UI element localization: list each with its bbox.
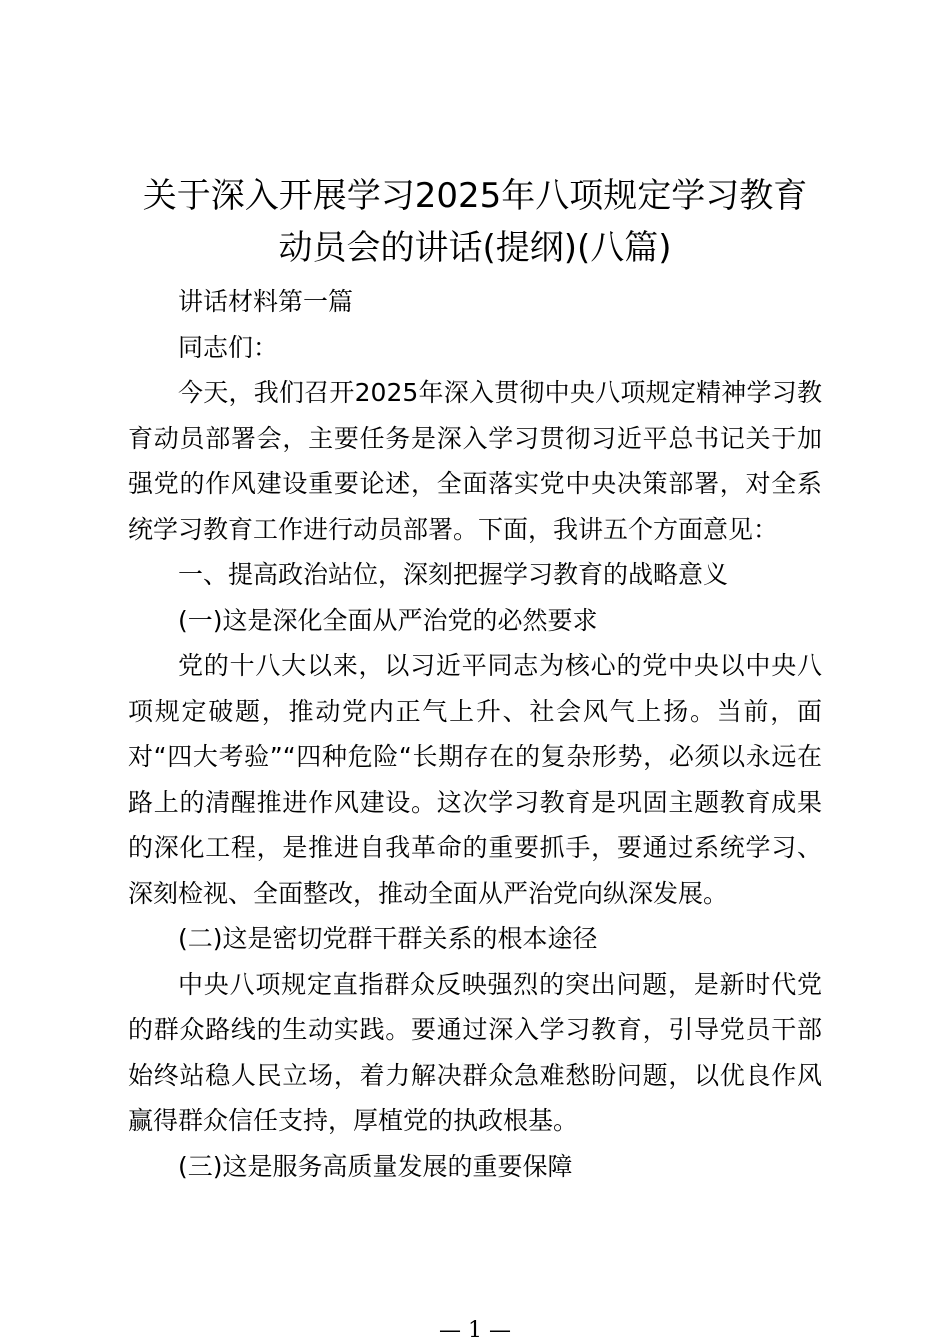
heading-level-2-first: (一)这是深化全面从严治党的必然要求 xyxy=(178,605,598,635)
heading-level-1: 一、提高政治站位，深刻把握学习教育的战略意义 xyxy=(178,560,729,589)
body-paragraph-first: 党的十八大以来，以习近平同志为核心的党中央以中央八项规定破题，推动党内正气上升、社会风气上扬。当前，面对“四大考验”“四种危险“长期存在的复杂形势，必须以永远在路上的清醒推进作风建设。这次学习教育是巩固主题教育成果的深化工程，是推进自我革命的重要抓手，要通过系统学习、深刻检视、全面整改，推动全面从严治党向纵深发展。 xyxy=(128,651,822,908)
page-number: — 1 — xyxy=(439,1318,511,1343)
heading-level-2-second: (二)这是密切党群干群关系的根本途径 xyxy=(178,924,598,953)
salutation: 同志们： xyxy=(178,332,279,362)
title-line-1: 关于深入开展学习2025年八项规定学习教育 xyxy=(142,176,808,216)
heading-level-2-third: (三)这是服务高质量发展的重要保障 xyxy=(178,1151,573,1181)
intro-paragraph: 今天，我们召开2025年深入贯彻中央八项规定精神学习教育动员部署会，主要任务是深入学习贯彻习近平总书记关于加强党的作风建设重要论述，全面落实党中央决策部署，对全系统学习教育工作进行动员部署。下面，我讲五个方面意见： xyxy=(128,378,822,544)
body-paragraph-second: 中央八项规定直指群众反映强烈的突出问题，是新时代党的群众路线的生动实践。要通过深入学习教育，引导党员干部始终站稳人民立场，着力解决群众急难愁盼问题，以优良作风赢得群众信任支持，厚植党的执政根基。 xyxy=(128,969,822,1135)
document-body xyxy=(128,279,822,1189)
document-title xyxy=(110,170,840,274)
title-line-2: 动员会的讲话(提纲)(八篇) xyxy=(278,228,672,268)
section-label: 讲话材料第一篇 xyxy=(178,287,354,316)
